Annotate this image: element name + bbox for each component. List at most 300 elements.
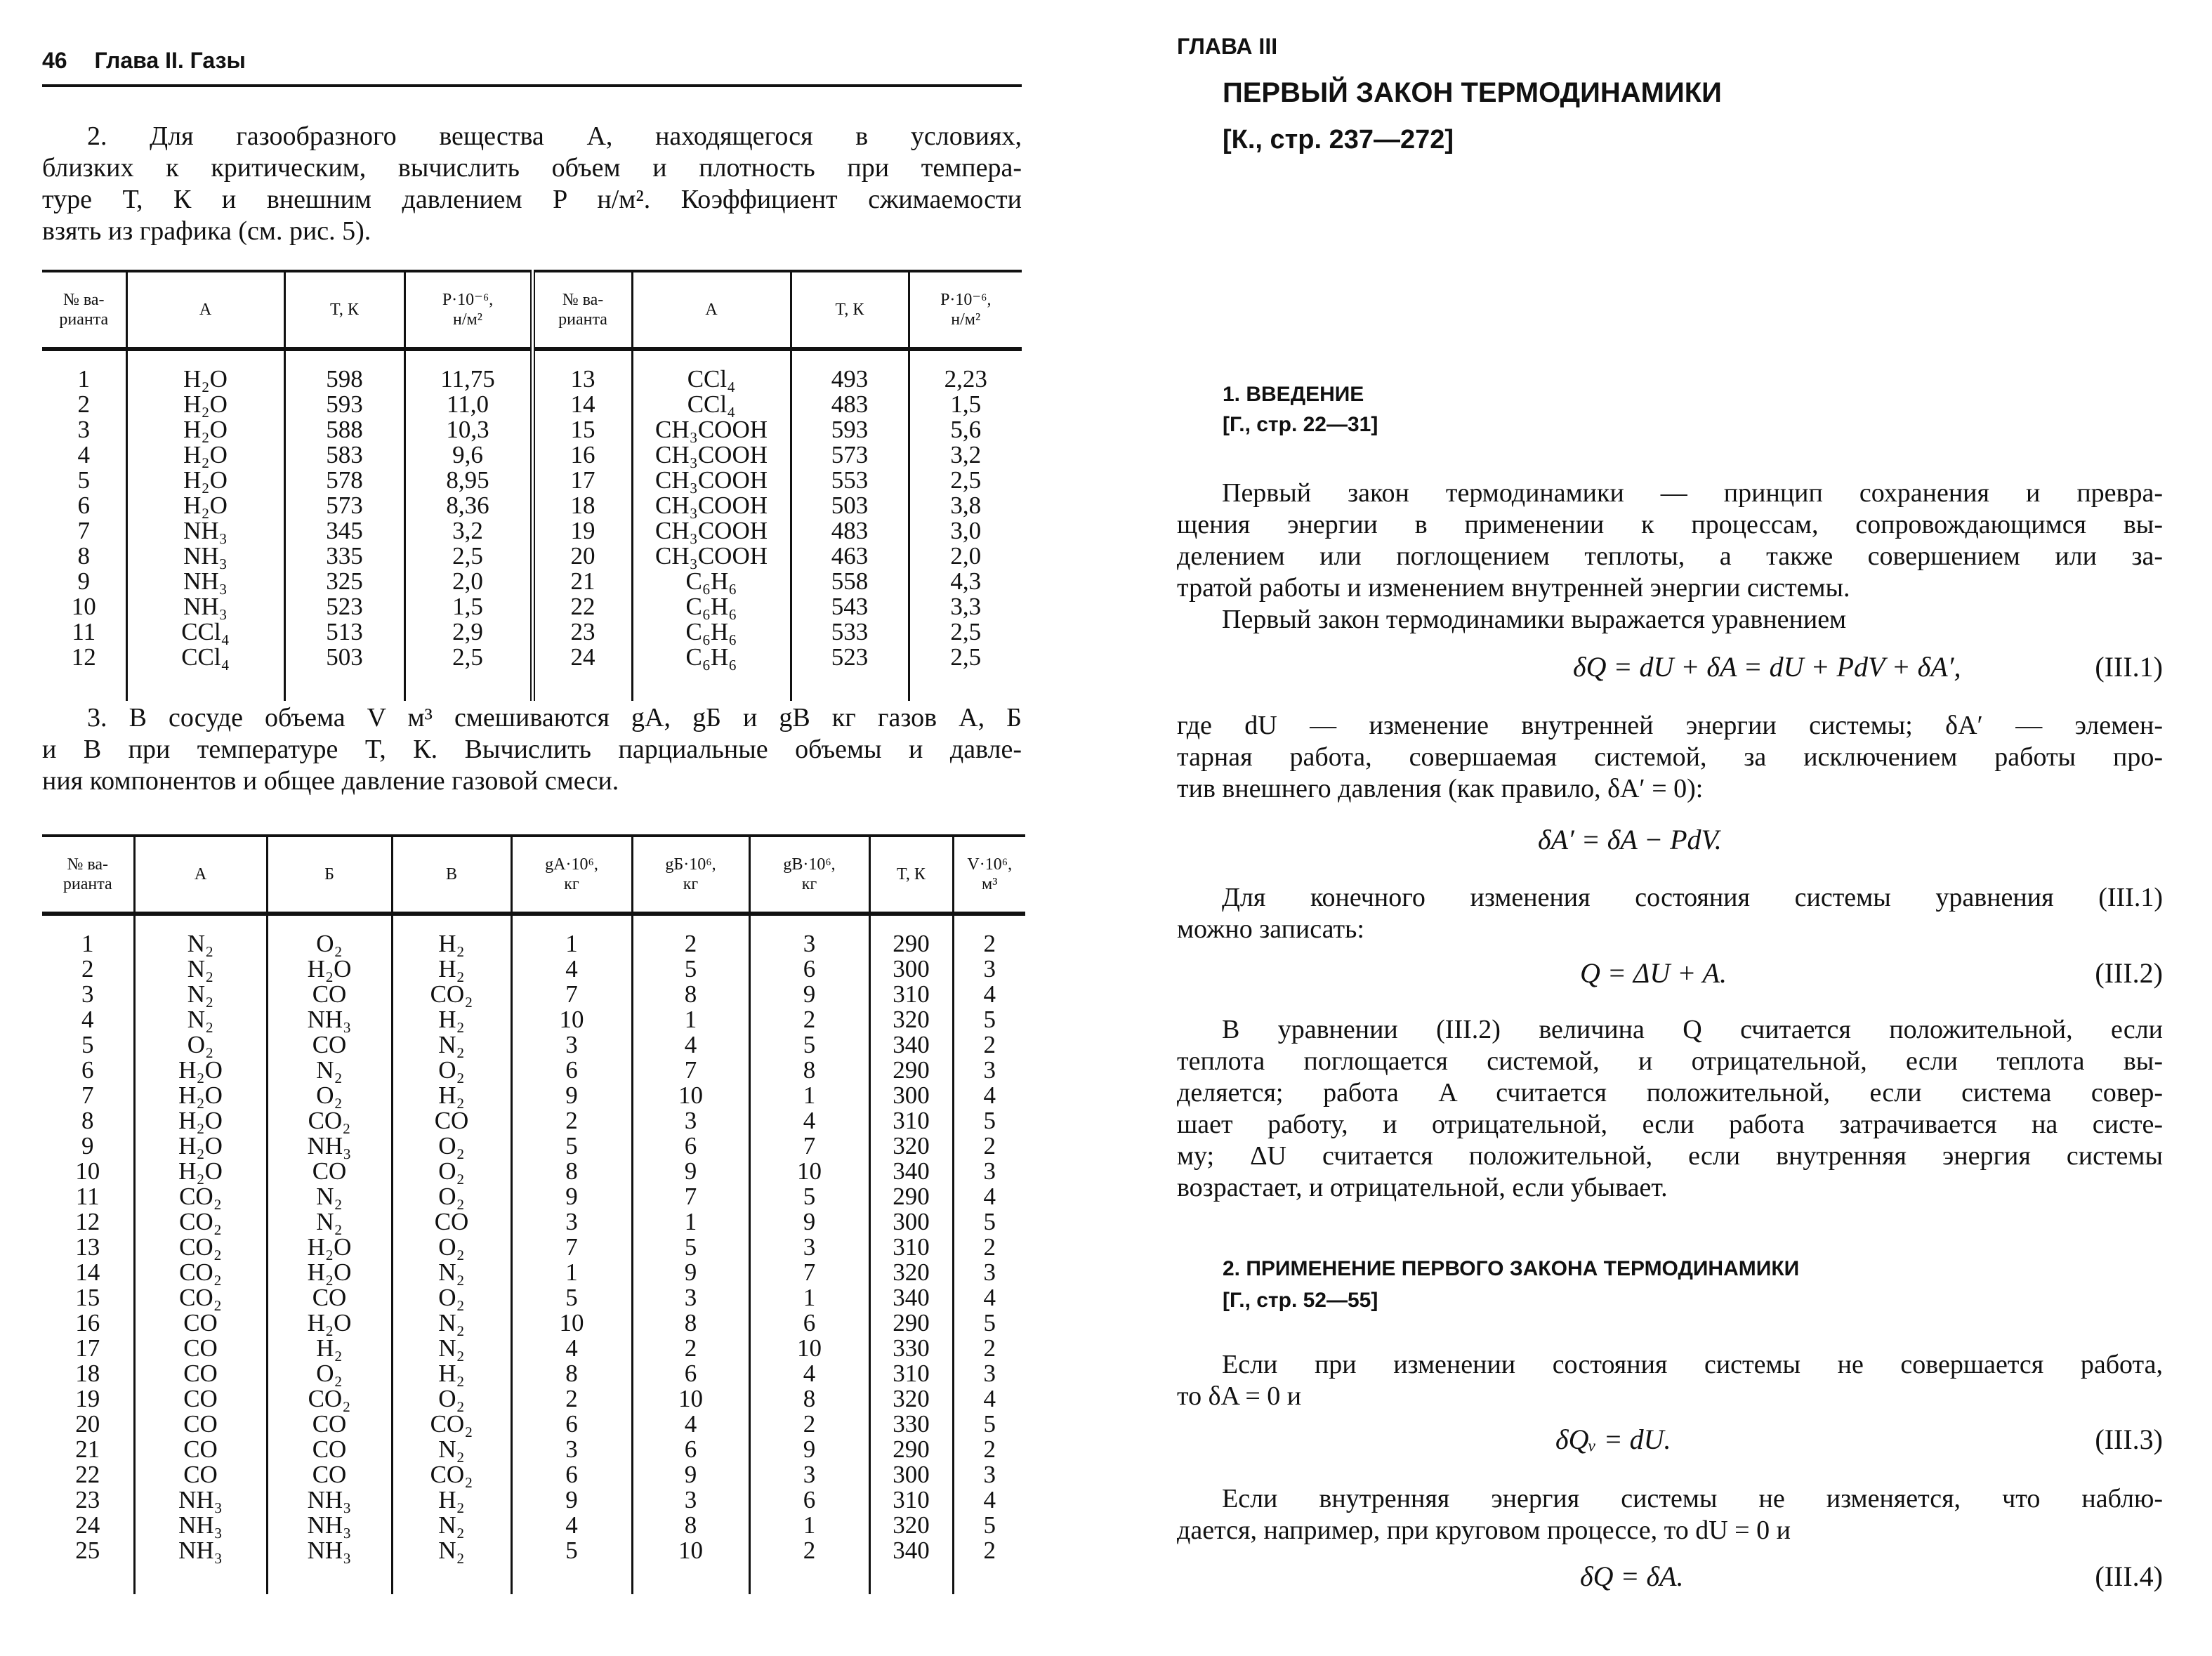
table-cell: H₂O <box>126 468 284 493</box>
table-cell: 4 <box>953 1184 1025 1209</box>
table-row <box>42 417 1022 442</box>
table-row <box>42 1260 1025 1285</box>
table-cell: 6 <box>511 1462 632 1487</box>
table-cell: 7 <box>632 1184 749 1209</box>
table-cell: 5 <box>77 466 90 494</box>
equation-III-2-number: (III.2) <box>2095 957 2163 989</box>
chapter-reference: [К., стр. 237—272] <box>1223 125 1454 155</box>
table-cell: 6 <box>511 1412 632 1437</box>
table-cell: 1 <box>749 1083 869 1108</box>
table-header-row <box>42 271 1022 349</box>
table-row <box>42 1209 1025 1235</box>
table-cell: 1 <box>511 1260 632 1285</box>
table-cell: 10 <box>511 1310 632 1336</box>
table-cell: 5 <box>749 1032 869 1058</box>
table-cell: 4 <box>953 1285 1025 1310</box>
table-cell: 2,9 <box>404 619 532 645</box>
table-cell: CH₃COOH <box>632 493 791 518</box>
table-cell: 2,5 <box>909 468 1022 493</box>
table-cell: CH₃COOH <box>632 468 791 493</box>
table-cell: H₂O <box>126 367 284 392</box>
table-row <box>42 468 1022 493</box>
table-cell: 3,8 <box>909 493 1022 518</box>
table-cell: 3 <box>953 1159 1025 1184</box>
table-cell: 9 <box>749 1437 869 1462</box>
table-row <box>42 645 1022 670</box>
text-line: В уравнении (III.2) величина Q считается положительной, если <box>1222 1015 2163 1044</box>
table-cell: 9 <box>632 1260 749 1285</box>
column-header: T, К <box>869 836 953 914</box>
table-cell: 483 <box>791 518 909 544</box>
table-row <box>42 982 1025 1007</box>
definitions-paragraph <box>1177 710 2163 805</box>
table-cell: CO <box>267 1032 392 1058</box>
table-cell: 7 <box>749 1260 869 1285</box>
text-line: теплота поглощается системой, и отрицательной, если теплота вы- <box>1177 1046 2163 1076</box>
table-cell: CO <box>267 1159 392 1184</box>
equation-III-4-number: (III.4) <box>2095 1560 2163 1592</box>
table-cell: 5 <box>953 1209 1025 1235</box>
table-row <box>42 1083 1025 1108</box>
table-cell: N₂ <box>134 1007 267 1032</box>
table-cell: 10 <box>75 1157 100 1185</box>
table-cell: 2,23 <box>909 367 1022 392</box>
table-cell: 3,3 <box>909 594 1022 619</box>
text-line: Первый закон термодинамики выражается уравнением <box>1222 605 1847 634</box>
table-cell: 340 <box>869 1538 953 1563</box>
table-cell: 2,5 <box>404 645 532 670</box>
table-cell: H₂O <box>134 1159 267 1184</box>
table-cell: 10 <box>632 1083 749 1108</box>
finite-change-paragraph <box>1177 882 2163 945</box>
table-cell: CO₂ <box>134 1184 267 1209</box>
table-cell: NH₃ <box>126 594 284 619</box>
table-cell: CO₂ <box>134 1285 267 1310</box>
equation-III-3-number: (III.3) <box>2095 1424 2163 1455</box>
table-cell: 5 <box>511 1133 632 1159</box>
table-cell: 2 <box>749 1412 869 1437</box>
table-cell: CO <box>134 1412 267 1437</box>
spacer-cell <box>42 914 134 931</box>
table-cell: 3 <box>632 1108 749 1133</box>
table-cell: 10 <box>749 1159 869 1184</box>
table-cell: 3 <box>953 1260 1025 1285</box>
table-cell: 8 <box>511 1159 632 1184</box>
table-cell: 3 <box>511 1032 632 1058</box>
table-cell: 290 <box>869 1437 953 1462</box>
table-cell: 4 <box>953 1083 1025 1108</box>
table-cell: 3,0 <box>909 518 1022 544</box>
column-header: № ва- рианта <box>59 291 109 329</box>
spacer-cell <box>267 914 392 931</box>
table-cell: CO <box>267 982 392 1007</box>
table-row <box>42 1184 1025 1209</box>
table-row <box>42 1133 1025 1159</box>
table-cell: 15 <box>532 417 632 442</box>
table-row <box>42 544 1022 569</box>
table-cell: 9 <box>749 1209 869 1235</box>
table-cell: 3 <box>749 931 869 957</box>
table-cell: 523 <box>284 594 404 619</box>
table-cell: O₂ <box>267 1361 392 1386</box>
table-cell: 1 <box>749 1285 869 1310</box>
table-cell: 8 <box>632 982 749 1007</box>
table-cell: H₂O <box>126 442 284 468</box>
table-cell: 330 <box>869 1412 953 1437</box>
table-cell: 2 <box>953 1437 1025 1462</box>
spacer-cell <box>404 670 532 701</box>
table-cell: 5 <box>632 1235 749 1260</box>
spacer-cell <box>632 670 791 701</box>
table-cell: 17 <box>75 1334 100 1362</box>
table-cell: CO₂ <box>134 1235 267 1260</box>
table-cell: 6 <box>632 1437 749 1462</box>
table-row <box>42 569 1022 594</box>
spacer-cell <box>134 914 267 931</box>
table-cell: 10 <box>632 1538 749 1563</box>
table-cell: 20 <box>75 1410 100 1438</box>
table-cell: H₂O <box>267 1310 392 1336</box>
table-cell: 8,95 <box>404 468 532 493</box>
table-cell: 20 <box>532 544 632 569</box>
table-cell: H₂O <box>267 1235 392 1260</box>
table-cell: CO <box>134 1336 267 1361</box>
table-cell: 4 <box>511 1336 632 1361</box>
table-cell: 23 <box>532 619 632 645</box>
table-cell: 5,6 <box>909 417 1022 442</box>
table-cell: NH₃ <box>126 569 284 594</box>
table-cell: 340 <box>869 1032 953 1058</box>
text-line: 2. Для газообразного вещества А, находящегося в условиях, <box>87 121 1022 151</box>
table-cell: 10 <box>71 593 96 620</box>
table-cell: CO₂ <box>134 1209 267 1235</box>
table-cell: NH₃ <box>267 1538 392 1563</box>
table-cell: 8 <box>632 1310 749 1336</box>
table-cell: H₂ <box>267 1336 392 1361</box>
table-cell: N₂ <box>392 1538 511 1563</box>
text-line: дается, например, при круговом процессе, то dU = 0 и <box>1177 1516 1791 1545</box>
table-cell: 5 <box>511 1538 632 1563</box>
table-cell: 4 <box>511 957 632 982</box>
spacer-cell <box>42 1563 134 1594</box>
column-header: Б <box>267 836 392 914</box>
table-cell: 2 <box>632 1336 749 1361</box>
table-row <box>42 1412 1025 1437</box>
table-cell: 11,75 <box>404 367 532 392</box>
table-cell: 2,5 <box>909 645 1022 670</box>
section-1-heading: 1. ВВЕДЕНИЕ <box>1223 383 1364 406</box>
table-row <box>42 1007 1025 1032</box>
table-cell: 573 <box>284 493 404 518</box>
equation-III-4: δQ = δA. <box>1580 1560 1684 1592</box>
column-header: А <box>126 271 284 349</box>
table-cell: H₂ <box>392 1007 511 1032</box>
table-cell: C₆H₆ <box>632 645 791 670</box>
table-row <box>42 442 1022 468</box>
chapter-label: ГЛАВА III <box>1177 34 1278 59</box>
table-row <box>42 1361 1025 1386</box>
table-cell: O₂ <box>134 1032 267 1058</box>
cyclic-process-paragraph <box>1177 1483 2163 1546</box>
table-cell: 3 <box>953 1058 1025 1083</box>
table-cell: 19 <box>532 518 632 544</box>
table-cell: H₂O <box>267 1260 392 1285</box>
table-cell: 21 <box>532 569 632 594</box>
table-cell: 290 <box>869 1058 953 1083</box>
table-cell: 9 <box>511 1083 632 1108</box>
table-cell: 8 <box>749 1058 869 1083</box>
table-cell: 345 <box>284 518 404 544</box>
spacer-cell <box>869 914 953 931</box>
table-row <box>42 1058 1025 1083</box>
table-cell: 24 <box>532 645 632 670</box>
table-cell: 5 <box>511 1285 632 1310</box>
table-cell: 12 <box>71 643 96 671</box>
table-cell: CH₃COOH <box>632 442 791 468</box>
table-cell: CO₂ <box>267 1108 392 1133</box>
table-cell: 3 <box>81 980 94 1008</box>
table-cell: 543 <box>791 594 909 619</box>
table-cell: H₂ <box>392 1361 511 1386</box>
table-cell: C₆H₆ <box>632 594 791 619</box>
table-cell: NH₃ <box>267 1513 392 1538</box>
spacer-cell <box>267 1563 392 1594</box>
sign-convention-paragraph <box>1177 1014 2163 1204</box>
table-cell: CO <box>267 1462 392 1487</box>
table-row <box>42 367 1022 392</box>
spacer-cell <box>953 1563 1025 1594</box>
spacer-cell <box>126 670 284 701</box>
text-line: Первый закон термодинамики — принцип сохранения и превра- <box>1222 478 2163 508</box>
table-cell: NH₃ <box>267 1487 392 1513</box>
table-cell: 2 <box>632 931 749 957</box>
table-cell: 5 <box>953 1513 1025 1538</box>
table-row <box>42 594 1022 619</box>
equation-work: δA′ = δA − PdV. <box>1538 824 1722 855</box>
table-row <box>42 1462 1025 1487</box>
table-row <box>42 518 1022 544</box>
table-row <box>42 1513 1025 1538</box>
text-line: то δA = 0 и <box>1177 1381 1302 1411</box>
table-header-row <box>42 836 1025 914</box>
table-cell: 290 <box>869 931 953 957</box>
table-cell: CH₃COOH <box>632 518 791 544</box>
table-cell: O₂ <box>392 1058 511 1083</box>
table-cell: N₂ <box>267 1209 392 1235</box>
table-cell: 2 <box>953 1133 1025 1159</box>
table-cell: CH₃COOH <box>632 544 791 569</box>
table-cell: 588 <box>284 417 404 442</box>
column-header: В <box>392 836 511 914</box>
problem-3-text <box>42 702 1022 797</box>
table-cell: H₂O <box>126 493 284 518</box>
column-header: gВ·10⁶, кг <box>749 836 869 914</box>
spacer-cell <box>42 670 126 701</box>
table-cell: O₂ <box>392 1235 511 1260</box>
text-line: деляется; работа A считается положительной, если система совер- <box>1177 1078 2163 1108</box>
text-line: щения энергии в применении к процессам, сопровождающимся вы- <box>1177 510 2163 539</box>
table-cell: 310 <box>869 1361 953 1386</box>
table-cell: 4 <box>632 1412 749 1437</box>
table-cell: 9 <box>632 1159 749 1184</box>
table-cell: 7 <box>749 1133 869 1159</box>
table-cell: 7 <box>632 1058 749 1083</box>
table-cell: H₂O <box>267 957 392 982</box>
table-cell: 22 <box>532 594 632 619</box>
table-cell: 2 <box>749 1538 869 1563</box>
table-cell: CO₂ <box>392 1462 511 1487</box>
table-row <box>42 392 1022 417</box>
table-cell: 10 <box>749 1336 869 1361</box>
table-cell: 6 <box>632 1361 749 1386</box>
table-cell: 310 <box>869 1108 953 1133</box>
table-cell: C₆H₆ <box>632 569 791 594</box>
table-cell: 573 <box>791 442 909 468</box>
page-number: 46 <box>42 48 67 73</box>
table-cell: 1,5 <box>404 594 532 619</box>
table-cell: C₆H₆ <box>632 619 791 645</box>
table-cell: 2 <box>953 1538 1025 1563</box>
table-cell: 8 <box>81 1107 94 1134</box>
table-cell: 320 <box>869 1513 953 1538</box>
table-row <box>42 619 1022 645</box>
text-line: близких к критическим, вычислить объем и плотность при темпера- <box>42 153 1022 183</box>
table-cell: 320 <box>869 1260 953 1285</box>
table-cell: 5 <box>81 1031 94 1058</box>
column-header: T, К <box>284 271 404 349</box>
table-cell: 4 <box>632 1032 749 1058</box>
spacer-cell <box>392 1563 511 1594</box>
equation-III-2: Q = ΔU + A. <box>1580 957 1727 989</box>
table-cell: 9 <box>77 567 90 595</box>
table-cell: H₂ <box>392 1083 511 1108</box>
table-cell: 16 <box>75 1309 100 1336</box>
table-cell: 320 <box>869 1133 953 1159</box>
equation-intro-paragraph <box>1177 604 2163 636</box>
table-cell: 5 <box>953 1007 1025 1032</box>
problem-2-text <box>42 121 1022 247</box>
table-cell: 300 <box>869 1209 953 1235</box>
table-cell: 8,36 <box>404 493 532 518</box>
column-header: № ва- рианта <box>62 855 112 893</box>
table-cell: 300 <box>869 957 953 982</box>
no-work-paragraph <box>1177 1349 2163 1412</box>
table-cell: 320 <box>869 1007 953 1032</box>
table-cell: NH₃ <box>267 1133 392 1159</box>
table-cell: NH₃ <box>126 518 284 544</box>
table-cell: 9 <box>749 982 869 1007</box>
table-spacer <box>42 349 1022 367</box>
table-cell: CO₂ <box>392 1412 511 1437</box>
table-cell: 10 <box>632 1386 749 1412</box>
header-rule <box>42 84 1022 87</box>
table-cell: 3 <box>511 1209 632 1235</box>
table-cell: 2 <box>953 1032 1025 1058</box>
spacer-cell <box>404 349 532 367</box>
table-cell: 18 <box>532 493 632 518</box>
table-cell: CO <box>267 1437 392 1462</box>
table-cell: 3,2 <box>404 518 532 544</box>
table-cell: 8 <box>511 1361 632 1386</box>
table-cell: 593 <box>791 417 909 442</box>
table-cell: N₂ <box>392 1032 511 1058</box>
text-line: 3. В сосуде объема V м³ смешиваются gА, gБ и gВ кг газов А, Б <box>87 703 1022 732</box>
text-line: взять из графика (см. рис. 5). <box>42 216 371 246</box>
table-cell: 10 <box>511 1007 632 1032</box>
spacer-cell <box>632 914 749 931</box>
table-cell: 290 <box>869 1184 953 1209</box>
table-cell: 9 <box>632 1462 749 1487</box>
spacer-cell <box>532 349 632 367</box>
section-2-heading: 2. ПРИМЕНЕНИЕ ПЕРВОГО ЗАКОНА ТЕРМОДИНАМИКИ <box>1223 1257 1800 1280</box>
column-header: V·10⁶, м³ <box>953 836 1025 914</box>
running-head <box>42 48 246 74</box>
table-cell: 18 <box>75 1360 100 1387</box>
table-cell: 14 <box>532 392 632 417</box>
table-row <box>42 957 1025 982</box>
table-cell: 13 <box>75 1233 100 1261</box>
table-cell: N₂ <box>392 1437 511 1462</box>
table-cell: 310 <box>869 982 953 1007</box>
table-cell: N₂ <box>267 1058 392 1083</box>
table-cell: 4 <box>749 1108 869 1133</box>
table-cell: 10,3 <box>404 417 532 442</box>
table-cell: NH₃ <box>134 1487 267 1513</box>
spacer-cell <box>284 349 404 367</box>
table-cell: 16 <box>532 442 632 468</box>
column-header: № ва- рианта <box>532 271 632 349</box>
table-cell: 3 <box>632 1487 749 1513</box>
table-row <box>42 1032 1025 1058</box>
table-cell: CO <box>392 1108 511 1133</box>
table-cell: 4 <box>953 1386 1025 1412</box>
table-cell: 3 <box>749 1462 869 1487</box>
table-cell: 1 <box>632 1209 749 1235</box>
table-cell: 19 <box>75 1385 100 1412</box>
table-cell: 340 <box>869 1159 953 1184</box>
table-cell: 8 <box>632 1513 749 1538</box>
table-cell: H₂O <box>134 1133 267 1159</box>
text-line: возрастает, и отрицательной, если убывает. <box>1177 1173 1668 1202</box>
table-problem-2 <box>42 270 1022 701</box>
table-row <box>42 1336 1025 1361</box>
spacer-cell <box>511 1563 632 1594</box>
table-cell: 5 <box>953 1412 1025 1437</box>
spacer-cell <box>42 349 126 367</box>
table-cell: 3,2 <box>909 442 1022 468</box>
column-header: gБ·10⁶, кг <box>632 836 749 914</box>
table-cell: 513 <box>284 619 404 645</box>
column-header: gА·10⁶, кг <box>511 836 632 914</box>
table-cell: 4 <box>511 1513 632 1538</box>
table-cell: 578 <box>284 468 404 493</box>
table-cell: 300 <box>869 1462 953 1487</box>
spacer-cell <box>511 914 632 931</box>
text-line: Если внутренняя энергия системы не изменяется, что наблю- <box>1222 1484 2163 1513</box>
table-cell: CO <box>267 1412 392 1437</box>
table-cell: 9 <box>81 1132 94 1159</box>
table-cell: 17 <box>532 468 632 493</box>
table-cell: 24 <box>75 1511 100 1539</box>
table-cell: CH₃COOH <box>632 417 791 442</box>
table-cell: NH₃ <box>267 1007 392 1032</box>
column-header: А <box>632 271 791 349</box>
text-line: где dU — изменение внутренней энергии системы; δA′ — элемен- <box>1177 711 2163 740</box>
table-cell: O₂ <box>267 1083 392 1108</box>
table-cell: 4 <box>749 1361 869 1386</box>
table-cell: 22 <box>75 1461 100 1488</box>
table-cell: 9 <box>511 1184 632 1209</box>
